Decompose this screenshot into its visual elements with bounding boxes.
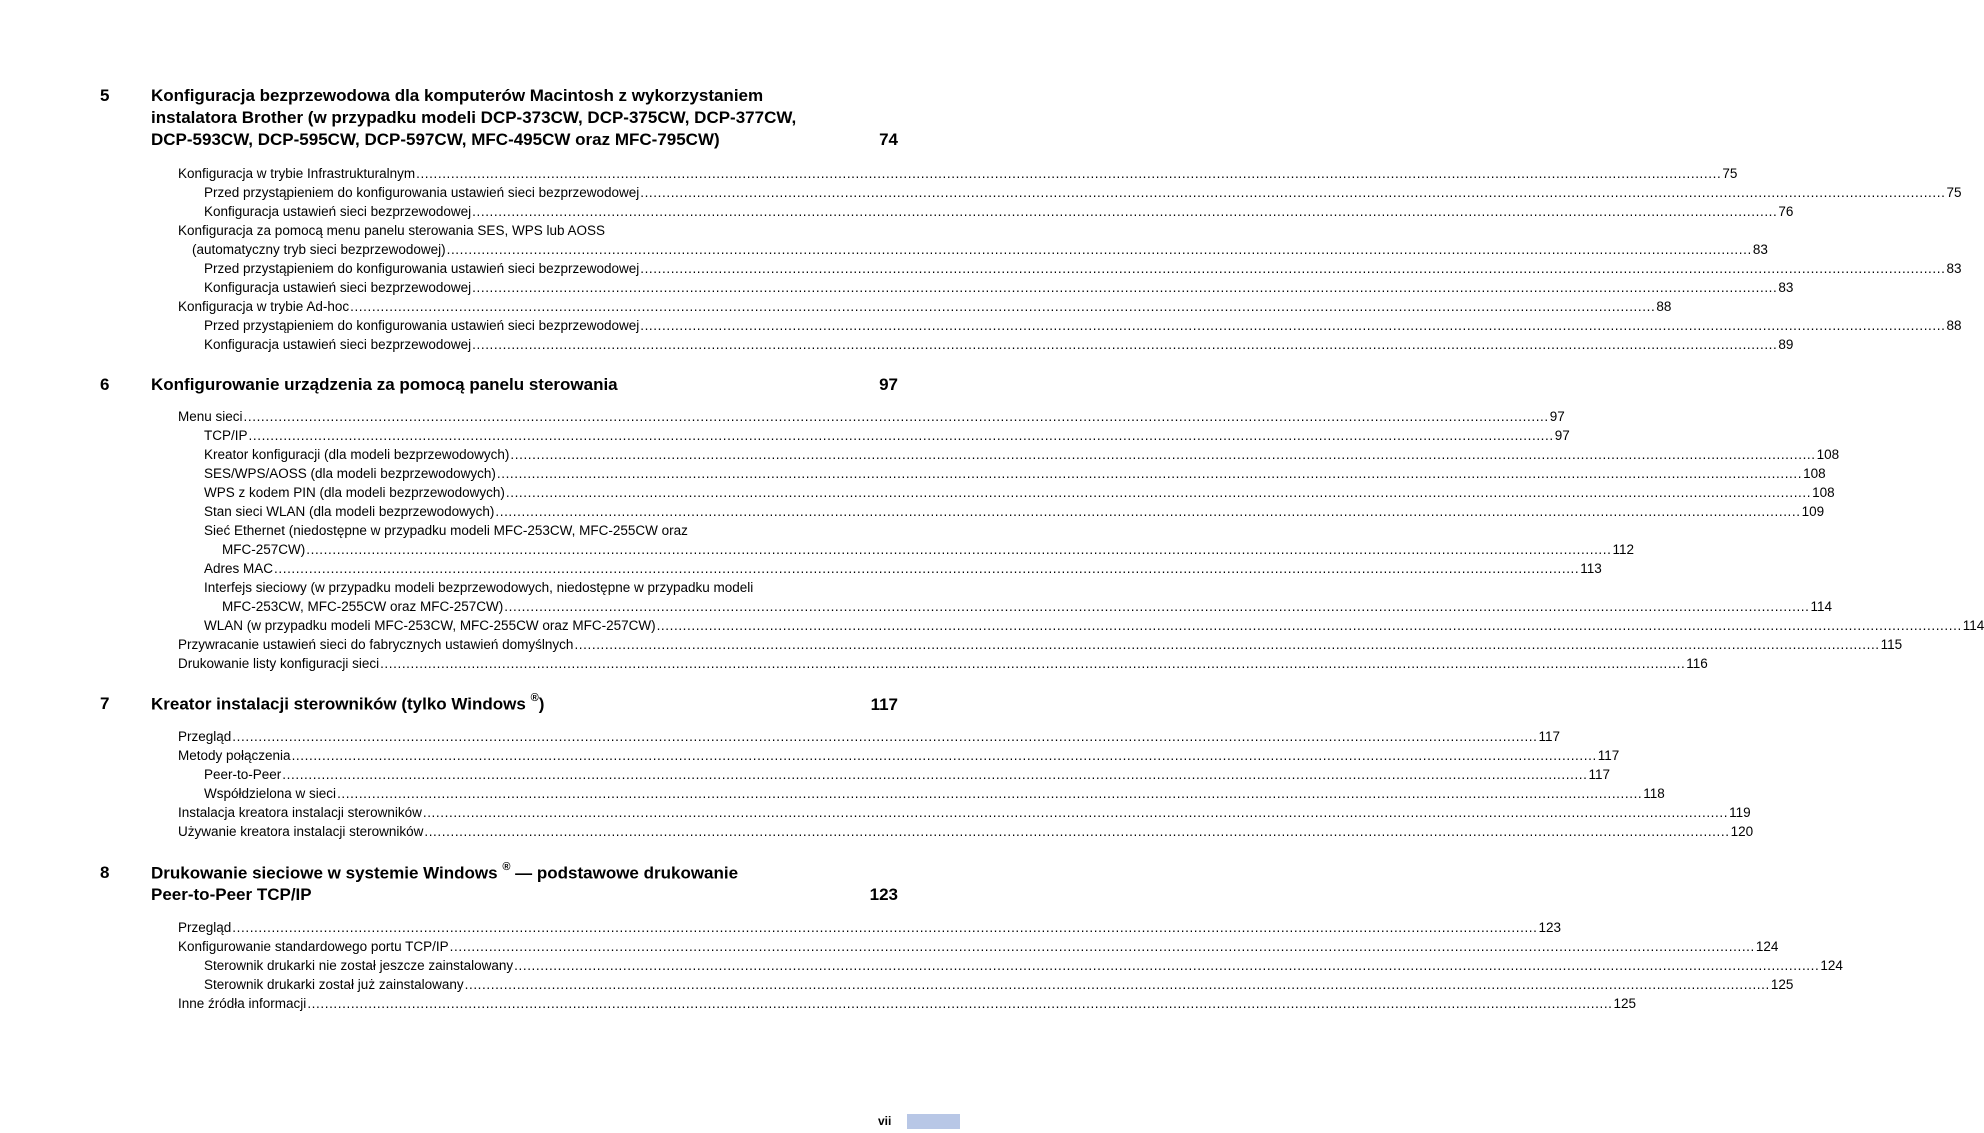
- toc-entry[interactable]: Współdzielona w sieci ............................................................................................................................................................................................................................................................................................................ 118: [204, 786, 1665, 801]
- toc-entry[interactable]: Sieć Ethernet (niedostępne w przypadku modeli MFC-253CW, MFC-255CW oraz: [204, 523, 688, 538]
- toc-entry[interactable]: Przywracanie ustawień sieci do fabrycznych ustawień domyślnych ............................................................................................................................................................................................................................................................................................................ 115: [178, 637, 1903, 652]
- toc-entry[interactable]: Przegląd ............................................................................................................................................................................................................................................................................................................ 117: [178, 729, 1561, 744]
- toc-entry[interactable]: Instalacja kreatora instalacji sterowników ............................................................................................................................................................................................................................................................................................................ 119: [178, 805, 1751, 820]
- chapter-7-title: Kreator instalacji sterowników (tylko Windows ®) 117: [151, 692, 898, 714]
- toc-entry[interactable]: MFC-257CW) ............................................................................................................................................................................................................................................................................................................ 112: [222, 542, 1634, 557]
- dot-leader: ............................................................................................................................................................................................................................................................................................................: [424, 824, 1730, 839]
- dot-leader: ............................................................................................................................................................................................................................................................................................................: [495, 504, 1801, 519]
- toc-entry[interactable]: WLAN (w przypadku modeli MFC-253CW, MFC-255CW oraz MFC-257CW) ............................................................................................................................................................................................................................................................................................................ 114: [204, 618, 1984, 633]
- dot-leader: ............................................................................................................................................................................................................................................................................................................: [640, 185, 1946, 200]
- dot-leader: ............................................................................................................................................................................................................................................................................................................: [282, 767, 1588, 782]
- dot-leader: ............................................................................................................................................................................................................................................................................................................: [350, 299, 1656, 314]
- dot-leader: ............................................................................................................................................................................................................................................................................................................: [307, 996, 1613, 1011]
- dot-leader: ............................................................................................................................................................................................................................................................................................................: [337, 786, 1643, 801]
- dot-leader: ............................................................................................................................................................................................................................................................................................................: [422, 805, 1729, 820]
- toc-entry[interactable]: Przed przystąpieniem do konfigurowania ustawień sieci bezprzewodowej ............................................................................................................................................................................................................................................................................................................ 88: [204, 318, 1962, 333]
- dot-leader: ............................................................................................................................................................................................................................................................................................................: [574, 637, 1880, 652]
- toc-entry[interactable]: Konfiguracja ustawień sieci bezprzewodowej ............................................................................................................................................................................................................................................................................................................ 89: [204, 337, 1794, 352]
- dot-leader: ............................................................................................................................................................................................................................................................................................................: [306, 542, 1612, 557]
- toc-entry[interactable]: Konfiguracja ustawień sieci bezprzewodowej ............................................................................................................................................................................................................................................................................................................ 83: [204, 280, 1794, 295]
- toc-entry[interactable]: Konfiguracja w trybie Infrastrukturalnym ............................................................................................................................................................................................................................................................................................................ 75: [178, 166, 1738, 181]
- dot-leader: ............................................................................................................................................................................................................................................................................................................: [510, 447, 1816, 462]
- dot-leader: ............................................................................................................................................................................................................................................................................................................: [472, 280, 1778, 295]
- dot-leader: ............................................................................................................................................................................................................................................................................................................: [640, 261, 1946, 276]
- toc-entry[interactable]: Kreator konfiguracji (dla modeli bezprzewodowych) ............................................................................................................................................................................................................................................................................................................ 108: [204, 447, 1840, 462]
- chapter-5-number: 5: [100, 86, 110, 105]
- toc-entry[interactable]: Sterownik drukarki został już zainstalowany ............................................................................................................................................................................................................................................................................................................ 125: [204, 977, 1794, 992]
- dot-leader: ............................................................................................................................................................................................................................................................................................................: [505, 485, 1812, 500]
- toc-entry[interactable]: Przed przystąpieniem do konfigurowania ustawień sieci bezprzewodowej ............................................................................................................................................................................................................................................................................................................ 75: [204, 185, 1962, 200]
- toc-entry[interactable]: Inne źródła informacji ............................................................................................................................................................................................................................................................................................................ 125: [178, 996, 1637, 1011]
- chapter-7-page: 117: [870, 694, 898, 714]
- dot-leader: ............................................................................................................................................................................................................................................................................................................: [248, 428, 1554, 443]
- toc-entry[interactable]: Używanie kreatora instalacji sterowników ............................................................................................................................................................................................................................................................................................................ 120: [178, 824, 1754, 839]
- toc-entry[interactable]: TCP/IP ............................................................................................................................................................................................................................................................................................................ 97: [204, 428, 1570, 443]
- toc-entry[interactable]: Konfiguracja w trybie Ad-hoc ............................................................................................................................................................................................................................................................................................................ 88: [178, 299, 1672, 314]
- dot-leader: ............................................................................................................................................................................................................................................................................................................: [472, 337, 1778, 352]
- toc-entry[interactable]: MFC-253CW, MFC-255CW oraz MFC-257CW) ............................................................................................................................................................................................................................................................................................................ 114: [222, 599, 1833, 614]
- toc-entry[interactable]: (automatyczny tryb sieci bezprzewodowej) ............................................................................................................................................................................................................................................................................................................ 83: [192, 242, 1768, 257]
- toc-entry[interactable]: Konfiguracja za pomocą menu panelu sterowania SES, WPS lub AOSS: [178, 223, 605, 238]
- toc-entry[interactable]: Przed przystąpieniem do konfigurowania ustawień sieci bezprzewodowej ............................................................................................................................................................................................................................................................................................................ 83: [204, 261, 1962, 276]
- toc-entry[interactable]: Metody połączenia ............................................................................................................................................................................................................................................................................................................ 117: [178, 748, 1620, 763]
- chapter-5-title-line-2: instalatora Brother (w przypadku modeli DCP-373CW, DCP-375CW, DCP-377CW,: [151, 108, 797, 127]
- dot-leader: ............................................................................................................................................................................................................................................................................................................: [380, 656, 1686, 671]
- dot-leader: ............................................................................................................................................................................................................................................................................................................: [446, 242, 1752, 257]
- toc-entry[interactable]: WPS z kodem PIN (dla modeli bezprzewodowych) ............................................................................................................................................................................................................................................................................................................ 108: [204, 485, 1835, 500]
- chapter-8-page: 123: [869, 885, 898, 904]
- chapter-8-title-line-2: Peer-to-Peer TCP/IP 123: [151, 885, 898, 904]
- dot-leader: ............................................................................................................................................................................................................................................................................................................: [464, 977, 1770, 992]
- toc-entry[interactable]: SES/WPS/AOSS (dla modeli bezprzewodowych) ............................................................................................................................................................................................................................................................................................................ 108: [204, 466, 1826, 481]
- chapter-8-title-line-1: Drukowanie sieciowe w systemie Windows ® — podstawowe drukowanie: [151, 861, 739, 883]
- toc-entry[interactable]: Menu sieci ............................................................................................................................................................................................................................................................................................................ 97: [178, 409, 1565, 424]
- toc-entry[interactable]: Konfiguracja ustawień sieci bezprzewodowej ............................................................................................................................................................................................................................................................................................................ 76: [204, 204, 1794, 219]
- chapter-5-title-line-1: Konfiguracja bezprzewodowa dla komputerów Macintosh z wykorzystaniem: [151, 86, 764, 105]
- toc-entry[interactable]: Peer-to-Peer ............................................................................................................................................................................................................................................................................................................ 117: [204, 767, 1611, 782]
- chapter-5-title-line-3: DCP-593CW, DCP-595CW, DCP-597CW, MFC-495CW oraz MFC-795CW) 74: [151, 130, 898, 149]
- dot-leader: ............................................................................................................................................................................................................................................................................................................: [291, 748, 1597, 763]
- dot-leader: ............................................................................................................................................................................................................................................................................................................: [656, 618, 1962, 633]
- footer-accent-bar: [907, 1114, 960, 1129]
- toc-entry[interactable]: Sterownik drukarki nie został jeszcze zainstalowany ............................................................................................................................................................................................................................................................................................................ 124: [204, 958, 1843, 973]
- toc-entry[interactable]: Konfigurowanie standardowego portu TCP/IP ............................................................................................................................................................................................................................................................................................................ 124: [178, 939, 1779, 954]
- toc-entry[interactable]: Adres MAC ............................................................................................................................................................................................................................................................................................................ 113: [204, 561, 1602, 576]
- dot-leader: ............................................................................................................................................................................................................................................................................................................: [496, 466, 1803, 481]
- dot-leader: ............................................................................................................................................................................................................................................................................................................: [232, 920, 1538, 935]
- dot-leader: ............................................................................................................................................................................................................................................................................................................: [472, 204, 1778, 219]
- chapter-7-number: 7: [100, 694, 110, 713]
- toc-entry[interactable]: Stan sieci WLAN (dla modeli bezprzewodowych) ............................................................................................................................................................................................................................................................................................................ 109: [204, 504, 1825, 519]
- dot-leader: ............................................................................................................................................................................................................................................................................................................: [640, 318, 1946, 333]
- chapter-8-number: 8: [100, 863, 110, 882]
- dot-leader: ............................................................................................................................................................................................................................................................................................................: [243, 409, 1549, 424]
- toc-entry[interactable]: Interfejs sieciowy (w przypadku modeli bezprzewodowych, niedostępne w przypadku modeli: [204, 580, 754, 595]
- toc-entry[interactable]: Przegląd ............................................................................................................................................................................................................................................................................................................ 123: [178, 920, 1562, 935]
- page-number: vii: [878, 1114, 892, 1128]
- toc-entry[interactable]: Drukowanie listy konfiguracji sieci ............................................................................................................................................................................................................................................................................................................ 116: [178, 656, 1708, 671]
- dot-leader: ............................................................................................................................................................................................................................................................................................................: [274, 561, 1580, 576]
- dot-leader: ............................................................................................................................................................................................................................................................................................................: [449, 939, 1755, 954]
- chapter-6-page: 97: [879, 375, 898, 394]
- chapter-6-title: Konfigurowanie urządzenia za pomocą panelu sterowania 97: [151, 375, 898, 394]
- chapter-6-number: 6: [100, 375, 110, 394]
- chapter-5-page: 74: [879, 130, 898, 149]
- dot-leader: ............................................................................................................................................................................................................................................................................................................: [514, 958, 1820, 973]
- dot-leader: ............................................................................................................................................................................................................................................................................................................: [416, 166, 1722, 181]
- dot-leader: ............................................................................................................................................................................................................................................................................................................: [232, 729, 1538, 744]
- dot-leader: ............................................................................................................................................................................................................................................................................................................: [504, 599, 1810, 614]
